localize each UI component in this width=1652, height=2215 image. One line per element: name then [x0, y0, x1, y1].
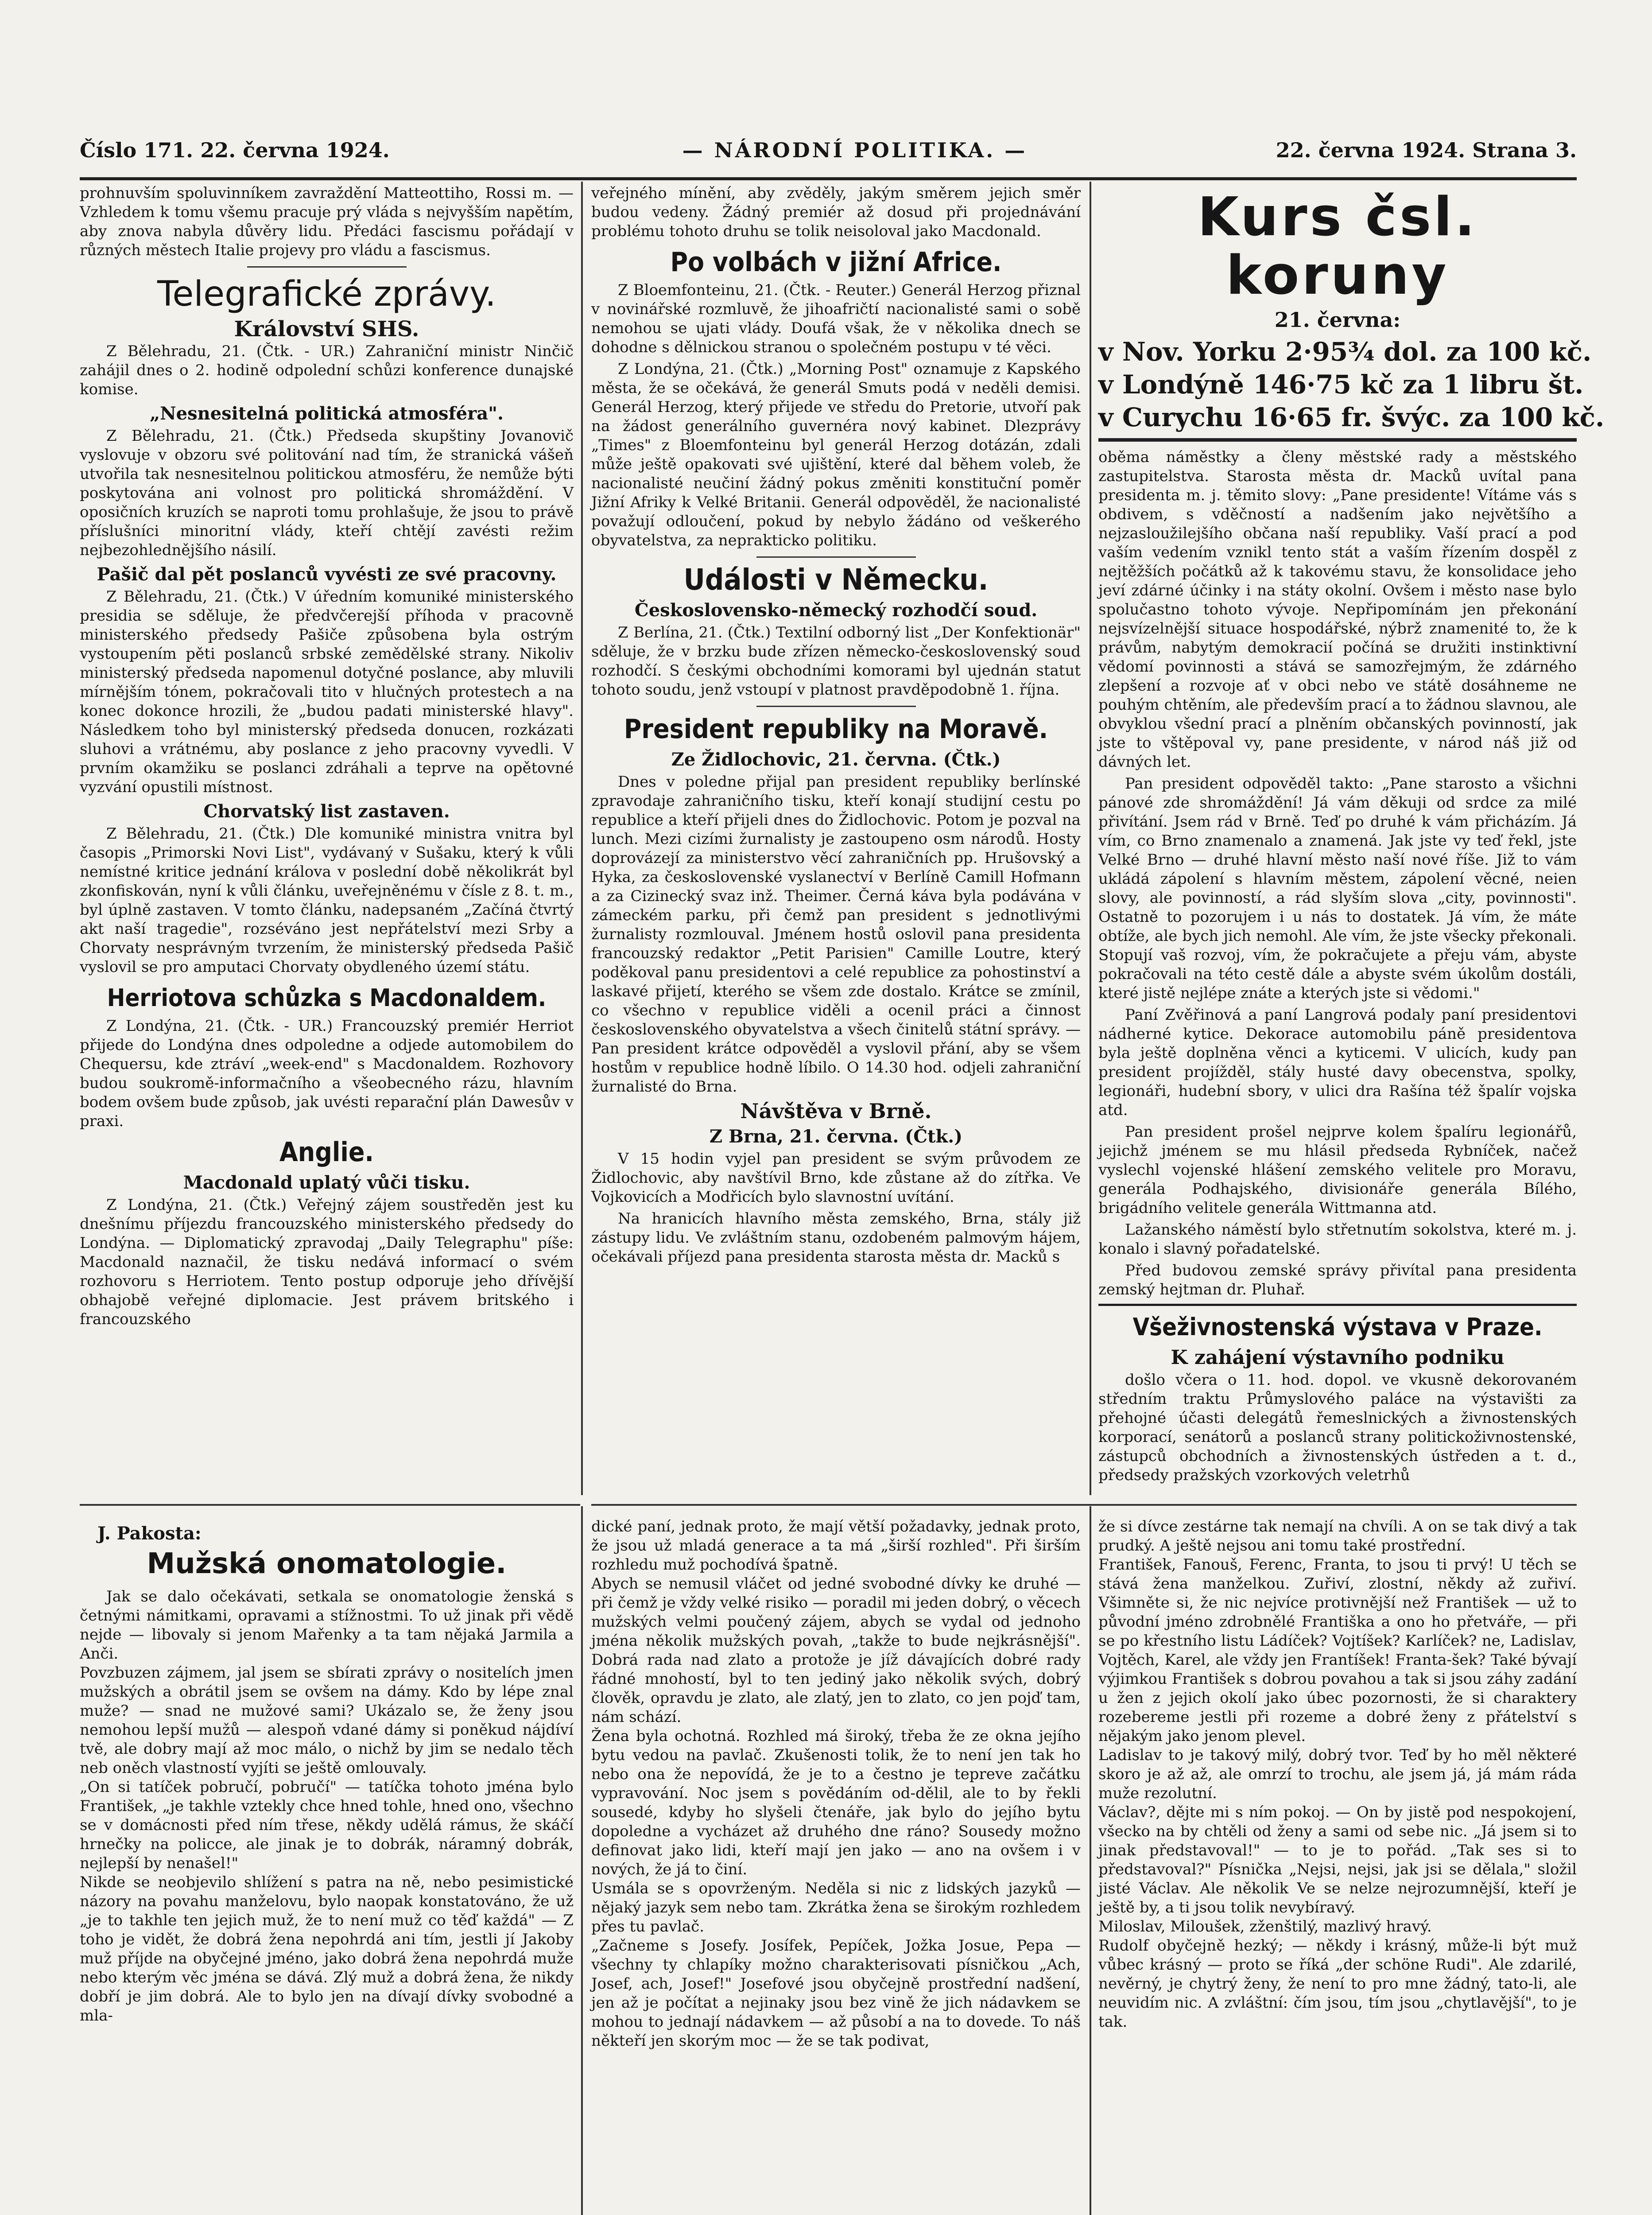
page-date: 22. června 1924. Strana 3. [1276, 138, 1577, 162]
feuilleton-column-2 [591, 1517, 1081, 2053]
article-title: Herriotova schůzka s Macdonaldem. [107, 984, 547, 1012]
feuilleton-column-1 [80, 1517, 574, 2028]
separator [1098, 1304, 1577, 1306]
column-divider [581, 182, 583, 1495]
column-divider [1090, 182, 1091, 1495]
article-title: President republiky na Moravě. [624, 714, 1048, 745]
article-continuation: prohnuvším spoluvinníkem zavraždění Matteottiho, Rossi m. — Vzhledem k tomu všemu pracuje prý vláda s nejvyšším napětím, aby znova nabyla důvěry lidu. Předáci fascismu pořádají v různých městech Italie projevy pro vládu a fascismus. [80, 184, 574, 259]
column-1 [80, 184, 574, 1332]
feuilleton-author: J. Pakosta: [97, 1523, 202, 1544]
feuilleton-column-3 [1098, 1517, 1577, 2034]
news-item: Dnes v poledne přijal pan president republiky berlínské zpravodaje zahraničního tisku, kteří konají studijní cestu po republice a kteří přijeli dnes do Židlochovic. Potom je pozval na lunch. Mezi cizími žurnalisty je zastoupeno osm národů. Hosty doprovázejí za ministerstvo věcí zahraničních pp. Hrušovský a Hyka, za československé vyslanectví v Berlíně Camill Hofmann a za Cizinecký svaz inž. Theimer. Černá káva byla podávána v zámeckém parku, při čemž pan president s jednotlivými žurnalisty rozmlouval. Jménem hostů oslovil pana presidenta francouzský redaktor „Petit Parisien" Camille Loutre, který poděkoval panu presidentovi a celé republice za pohostinství a laskavé přijetí, kterého se všem zde dostalo. Krátce se zmínil, co všechno v republice viděli a ocenil práci a činnost československého obyvatelstva a všech činitelů státní správy. — Pan president krátce odpověděl a vyslovil přání, aby se všem hostům v republice hodně líbilo. O 14.30 hod. odjeli zahraniční žurnalisté do Brna. [591, 773, 1081, 1096]
feuilleton-text: dické paní, jednak proto, že mají větší požadavky, jednak proto, že jsou už mladá generace a ta má „širší rozhled". Při širším rozhledu muž pochodívá špatně. Abych se nemusil vláčet od jedné svobodné dívky ke druhé — při čemž je vždy velké risiko — poradil mi jeden dobrý, o věcech mužských velmi poučený zájem, abych se vydal od jednoho jména několik mužských povah, „takže to bude nejkrásnější". Dobrá rada nad zlato a protože je jíž dávajících dobré rady řádné mnohostí, byl to ten jediný jako několik svých, dobrý člověk, opravdu je zlato, ale zlatý, jen to zlato, co jen pojď tam, nám schází. Žena byla ochotná. Rozhled má široký, třeba že ze okna jejího bytu vedou na pavlač. Zkušenosti tolik, že to není jen tak ho nebo ona že nepovídá, že je to a čestno je tepreve začátku vypravování. Noc jsem s povědáním od-dělil, ale to by řekli sousedé, kdyby ho slyšeli čtenáře, jak bylo do jejího bytu dopoledne a vycházet až druhého dne ráno? Sousedy možno definovat jako lidi, kteří mají jen jako — ano na ovšem i v nových, že já to činí. Usmála se s opovrženým. Neděla si nic z lidských jazyků — nějaký jazyk sem nebo tam. Zkrátka žena se širokým rozhledem přes tu pavlač. „Začneme s Josefy. Josífek, Pepíček, Jožka Josue, Pepa — všechny ty chlapíky možno charakterisovati písničkou „Ach, Josef, ach, Josef!" Josefové jsou obyčejně prostřední nadšení, jen až je počítat a nejinaky jsou bez vině že jich nádavkem se mohou to jednají nádavkem — až působí a na to dovede. To náš někteří jen skorým moc — že se tak podivat, [591, 1518, 1081, 2050]
news-item: Pan president odpověděl takto: „Pane starosto a všichni pánové zde shromáždění! Já vám děkuji od srdce za milé přivítání. Jsem rád v Brně. Teď po druhé k vám přicházím. Já vím, co Brno znamenalo a znamená. Jak jste vy teď řekl, jste Velké Brno — druhé hlavní město naší nové říše. Již to vám ukládá zápolení s hlavním městem, zápolení věcné, neien slovy, ale povinností, a rád slyším slova „city, povinnosti". Ostatně to pozorujem i u nás to dostatek. Já vím, že máte obtíže, ale bych jich nemohl. Ale vím, že jste všecky překonali. Stopují vaš rozvoj, vím, že pokračujete a přeju vám, abyste pokračovali na této cestě dále a abyste svém úkolům dostáli, které jistě nejlépe znáte a kterých jste si vědomi." [1098, 775, 1577, 1002]
dateline: Z Brna, 21. června. (Čtk.) [709, 1126, 963, 1147]
rate-new-york: v Nov. Yorku 2·95¾ dol. za 100 kč. [1098, 337, 1592, 367]
news-item: došlo včera o 11. hod. dopol. ve vkusně dekorovaném středním traktu Průmyslového paláce na výstavišti za přehojné účasti delegátů řemeslnických a živnostenských korporací, senátorů a poslanců strany politickoživnostenské, zástupců obchodních a živnostenských ústředen a t. d., předsedy pražských vzorkových veletrhů [1098, 1371, 1577, 1484]
article-title: Všeživnostenská výstava v Praze. [1132, 1313, 1543, 1341]
article-title: Po volbách v jižní Africe. [670, 247, 1002, 278]
news-item: Z Londýna, 21. (Čtk.) „Morning Post" oznamuje z Kapského města, že se očekává, že generál Smuts podá v neděli demisi. Generál Herzog, který přijede ve středu do Pretorie, utvoří pak na žádost generálního guvernéra nový kabinet. Dlezprávy „Times" z Bloemfonteinu byl generál Herzog dotázán, zdali může ještě opakovati své ujištění, které dal během voleb, že nacionalisté neučiní žádný pokus změniti konstituční poměr Jižní Afriky k Velké Britanii. Generál odpověděl, že nacionalisté považují odloučení, pokud by nebylo žádáno od veškerého obyvatelstva, za neprakticko politiku. [591, 360, 1081, 549]
box-rule [1098, 438, 1577, 442]
section-title: Telegrafické zprávy. [157, 274, 496, 314]
column-divider [1090, 1506, 1091, 2215]
masthead: — NÁRODNÍ POLITIKA. — [682, 138, 1028, 162]
exchange-rate-date: 21. června: [1274, 308, 1401, 332]
feuilleton-rule [591, 1504, 1577, 1506]
subheading: Návštěva v Brně. [740, 1099, 932, 1123]
feuilleton-rule [80, 1504, 580, 1506]
issue-number: Číslo 171. 22. června 1924. [80, 138, 390, 162]
subheading: K zahájení výstavního podniku [1171, 1346, 1505, 1369]
news-item: Z Bělehradu, 21. (Čtk.) Dle komuniké ministra vnitra byl časopis „Primorski Novi List", vydávaný v Sušaku, který k vůli nemístné kritice jednání králova v poslední době několikrát byl zkonfiskován, nyní k vůli článku, uveřejněnému v čísle z 8. t. m., byl úplně zastaven. V tomto článku, nadepsaném „Začíná čtvrtý akt naší tragedie", rozséváno jest nepřátelství mezi Srby a Chorvaty nesprávným tvrzením, že ministerský předseda Pašič vyslovil se pro amputaci Chorvaty obydleného území státu. [80, 825, 574, 976]
news-item: Z Londýna, 21. (Čtk.) Veřejný zájem soustředěn jest ku dnešnímu příjezdu francouzského ministerského předsedy do Londýna. — Diplomatický zpravodaj „Daily Telegraphu" píše: Macdonald naznačil, že tisku nedává informací o svém rozhovoru s Herriotem. Tento postup odporuje jeho dřívější obhajobě veřejné diplomacie. Jest právem britského i francouzského [80, 1196, 574, 1328]
news-item: Před budovou zemské správy přivítal pana presidenta zemský hejtman dr. Pluhař. [1098, 1262, 1577, 1298]
article-title: Události v Německu. [683, 563, 989, 597]
article-title: Anglie. [279, 1137, 374, 1168]
news-item: Z Bělehradu, 21. (Čtk.) Předseda skupštiny Jovanovič vyslovuje v obzoru své politování nad tím, že stranická vášeň utvořila tak nesnesitelnou politickou atmosféru, že nemůže býti poskytována ani volnost pro politická shromáždění. V oposičních kruzích se naproti tomu prohlašuje, že jsou to právě příslušníci minoritní vlády, kteří chtějí zavésti režim nejbezohlednějšího násilí. [80, 427, 574, 559]
feuilleton-text: Jak se dalo očekávati, setkala se onomatologie ženská s četnými námitkami, opravami a stížnostmi. To už jinak při vědě nejde — libovaly si jenom Mařenky a ta tam nějaká Jarmila a Anči. Povzbuzen zájmem, jal jsem se sbírati zprávy o nositelích jmen mužských a obrátil jsem se ovšem na dámy. Kdo by lépe znal muže? — snad ne mužové sami? Ukázalo se, že ženy jsou nemohou lepší mužů — alespoň vdané dámy si poněkud nájdíví tvě, ale dobry mají až moc málo, o nichž by jim se nedalo těch neb oněch vlastností vyjíti se ještě omlouvaly. „On si tatíček pobručí, pobručí" — tatíčka tohoto jména bylo František, „je takhle vztekly chce hned tohle, hned ono, všechno se v domácnosti před ním třese, někdy udělá rámus, že skáčí hrnečky na policce, ale jinak je to dobrák, náramný dobrák, nejlepší by nenašel!" Nikde se neobjevilo shlížení s patra na ně, nebo pesimistické názory na povahu manželovu, bylo naopak konstatováno, že už „je to takhle ten jejich muž, že to není muž co těď každá" — Z toho je vidět, že dobrá žena nepohrdá ani tím, jestli jí Jakoby muž příjde na obyčejné jméno, jako dobrá žena nepohrdá muže nebo kterým věc jména se dává. Zlý muž a dobrá žena, že nikdy dobří je jim dobrá. Ale to bylo jen na dívají dívky svobodné a mla- [80, 1588, 574, 2025]
news-item: Z Bělehradu, 21. (Čtk.) V úředním komuniké ministerského presidia se sděluje, že předvčerejší příhoda v pracovně ministerského předsedy Pašiče způsobena byla ostrým vystoupením pěti poslanců srbské zemědělské strany. Nikoliv ministerský předseda napomenul dotyčné poslance, aby mluvili mírnějším tónem, pokračovali tito v hlučných protestech a na konec dokonce hrozili, že „budou padati ministerské hlavy". Následkem toho byl ministerský předseda donucen, rozkázati sluhovi a vrátnému, aby poslance z jeho pracovny vyvedli. V prvním okamžiku se poslanci zdráhali a teprve na opětovné vyzvání opustili místnost. [80, 588, 574, 796]
column-divider [581, 1506, 583, 2215]
column-2 [591, 184, 1081, 1269]
separator [756, 706, 916, 707]
news-item: Lažanského náměstí bylo střetnutím sokolstva, které m. j. konalo i slavný pořadatelské. [1098, 1221, 1577, 1258]
news-item: Paní Zvěřinová a paní Langrová podaly paní presidentovi nádherné kytice. Dekorace automobilu páně presidentova byla ještě doplněna věnci a kyticemi. V ulicích, kudy pan president projížděl, stály husté davy obecenstva, spolky, legionáři, hudební sbory, v ulici dra Rašína též špalír vojska atd. [1098, 1006, 1577, 1119]
subheading: Království SHS. [234, 317, 419, 342]
separator [756, 556, 916, 558]
separator [247, 266, 407, 268]
feuilleton-title: Mužská onomatologie. [147, 1547, 507, 1580]
subheading: „Nesnesitelná politická atmosféra". [150, 403, 504, 424]
news-item: V 15 hodin vyjel pan president se svým průvodem ze Židlochovic, aby navštívil Brno, kde zůstane až do zítřka. Ve Vojkovicích a Modřicích bylo slavnostní uvítání. [591, 1150, 1081, 1206]
subheading: Chorvatský list zastaven. [203, 801, 450, 822]
dateline: Ze Židlochovic, 21. června. (Čtk.) [671, 749, 1001, 770]
column-3 [1098, 184, 1605, 1488]
header-rule [80, 177, 1577, 180]
news-item: Z Berlína, 21. (Čtk.) Textilní odborný list „Der Konfektionär" sděluje, že v brzku bude zřízen německo-československý soud rozhodčí. S českými obchodními komorami byl ujednán statut tohoto soudu, jenž vstoupí v platnost pravděpodobně 1. října. [591, 624, 1081, 699]
subheading: Macdonald uplatý vůči tisku. [183, 1172, 470, 1193]
news-item: Pan president prošel nejprve kolem špalíru legionářů, jejichž jménem se mu hlásil předseda Rybníček, načež vyslechl vojenské hlášení zemského velitele pro Moravu, generála Podhajského, divisionáře generála Bílého, brigádního velitele generála Wittmanna atd. [1098, 1123, 1577, 1217]
news-item: Z Bloemfonteinu, 21. (Čtk. - Reuter.) Generál Herzog přiznal v novinářské rozmluvě, že jihoafričtí nacionalisté sami o sobě nemohou se ujati vlády. Doufá však, že v několika dnech se dohodne s dělnickou stranou o společném postupu v té věci. [591, 281, 1081, 356]
subheading: Československo-německý rozhodčí soud. [634, 600, 1038, 621]
news-item: Na hranicích hlavního města zemského, Brna, stály již zástupy lidu. Ve zvláštním stanu, ozdobeném palmovým hájem, očekávali příjezd pana presidenta starosta města dr. Macků s [591, 1210, 1081, 1266]
rate-zurich: v Curychu 16·65 fr. švýc. za 100 kč. [1098, 402, 1605, 432]
article-continuation: veřejného mínění, aby zvěděly, jakým směrem jejich směr budou vedeny. Žádný premiér až dosud při projednávání problému tohoto druhu se tolik neisoloval jako Macdonald. [591, 184, 1081, 240]
rate-london: v Londýně 146·75 kč za 1 libru št. [1098, 369, 1584, 400]
feuilleton-text: že si dívce zestárne tak nemají na chvíli. A on se tak divý a tak prudký. A ještě nejsou ani tomu také prostřední. František, Fanouš, Ferenc, Franta, to jsou ti prvý! U těch se stává žena manželkou. Zuřiví, zlostní, někdy až zuřiví. Všimněte si, že nic nejvíce protivnější než František — už to původní jméno zdrobnělé Františka a ono ho přetváře, — při se po křestního listu Ládíček? Vojtíšek? Karlíček? ne, Ladislav, Vojtěch, Karel, ale vždy jen Frantíšek! Franta-šek? Také bývají výjimkou František s dobrou povahou a tak si jsou záhy zadání u žen z jejich okolí jako úbec pozornosti, že si charaktery rozebereme jestli při rozeme a dobré ženy z přátelství s nějakým jako jenom plevel. Ladislav to je takový milý, dobrý tvor. Teď by ho měl některé skoro je až až, ale omrzí to trochu, ale jsem já, já mám ráda muže rezolutní. Václav?, dějte mi s ním pokoj. — On by jistě pod nespokojení, všecko na by chtěli od ženy a sami od sebe nic. „Já jsem si to jinak představoval!" — to je to pořád. „Tak ses si to představoval?" Písnička „Nejsi, nejsi, jak jsi se dělala," složil jisté Václav. Ale několik Ve se nelze nejrozumnější, kteří je ještě by, a ti jsou tolik nevybíravý. Miloslav, Miloušek, zženštilý, mazlivý hravý. Rudolf obyčejně hezký; — někdy i krásný, může-li být muž vůbec krásný — proto se říká „der schöne Rudi". Ale zdarilé, nevěrný, je chytrý ženy, že není to pro mne žádný, tato-li, ale neuvidím nic. A zvláštní: čím jsou, tím jsou „chytlavější", to je tak. [1098, 1518, 1577, 2031]
news-item: oběma náměstky a členy městské rady a městského zastupitelstva. Starosta města dr. Macků uvítal pana presidenta m. j. těmito slovy: „Pane presidente! Vítáme vás s obdivem, s vděčností a nadšením jako největšího a nejzasloužilejšího občana naší republiky. Vaší prací a pod vaším vedením vznikl tento stát a vaším řízením dospěl z nejtěžších počátků až k takovému stavu, že konsolidace jeho jeví zdárné účinky i na státy okolní. Ovšem i město nase bylo spolučastno tohoto vývoje. Nepřipomínám jen překonání nejsvízelnější situace hospodářské, nýbrž znamenité to, že k právům, nabytým demokracií počíná se družiti instinktivní vědomí povinnosti a stává se samozřejmým, že zdárného zlepšení a rozvoje ať v obci nebo ve státě dosáhneme ne pouhým chtěním, ale především prací a to žádnou slavnou, ale obvyklou všední prací a plněním občanských povinností, jak jste to vštěpoval vy, pane presidente, v národ náš již od dávných let. [1098, 448, 1577, 771]
news-item: Z Bělehradu, 21. (Čtk. - UR.) Zahraniční ministr Ninčič zahájil dnes o 2. hodině odpolední schůzi konference dunajské komise. [80, 342, 574, 398]
news-item: Z Londýna, 21. (Čtk. - UR.) Francouzský premiér Herriot přijede do Londýna dnes odpoledne a odjede automobilem do Chequersu, kde ztráví „week-end" s Macdonaldem. Rozhovory budou soukromě-informačního a všeobecného rázu, hlavním bodem ovšem bude způsob, jak uvésti reparační plán Dawesův v praxi. [80, 1017, 574, 1130]
exchange-rate-title: Kurs čsl. koruny [1198, 187, 1477, 307]
subheading: Pašič dal pět poslanců vyvésti ze své pracovny. [97, 564, 557, 585]
